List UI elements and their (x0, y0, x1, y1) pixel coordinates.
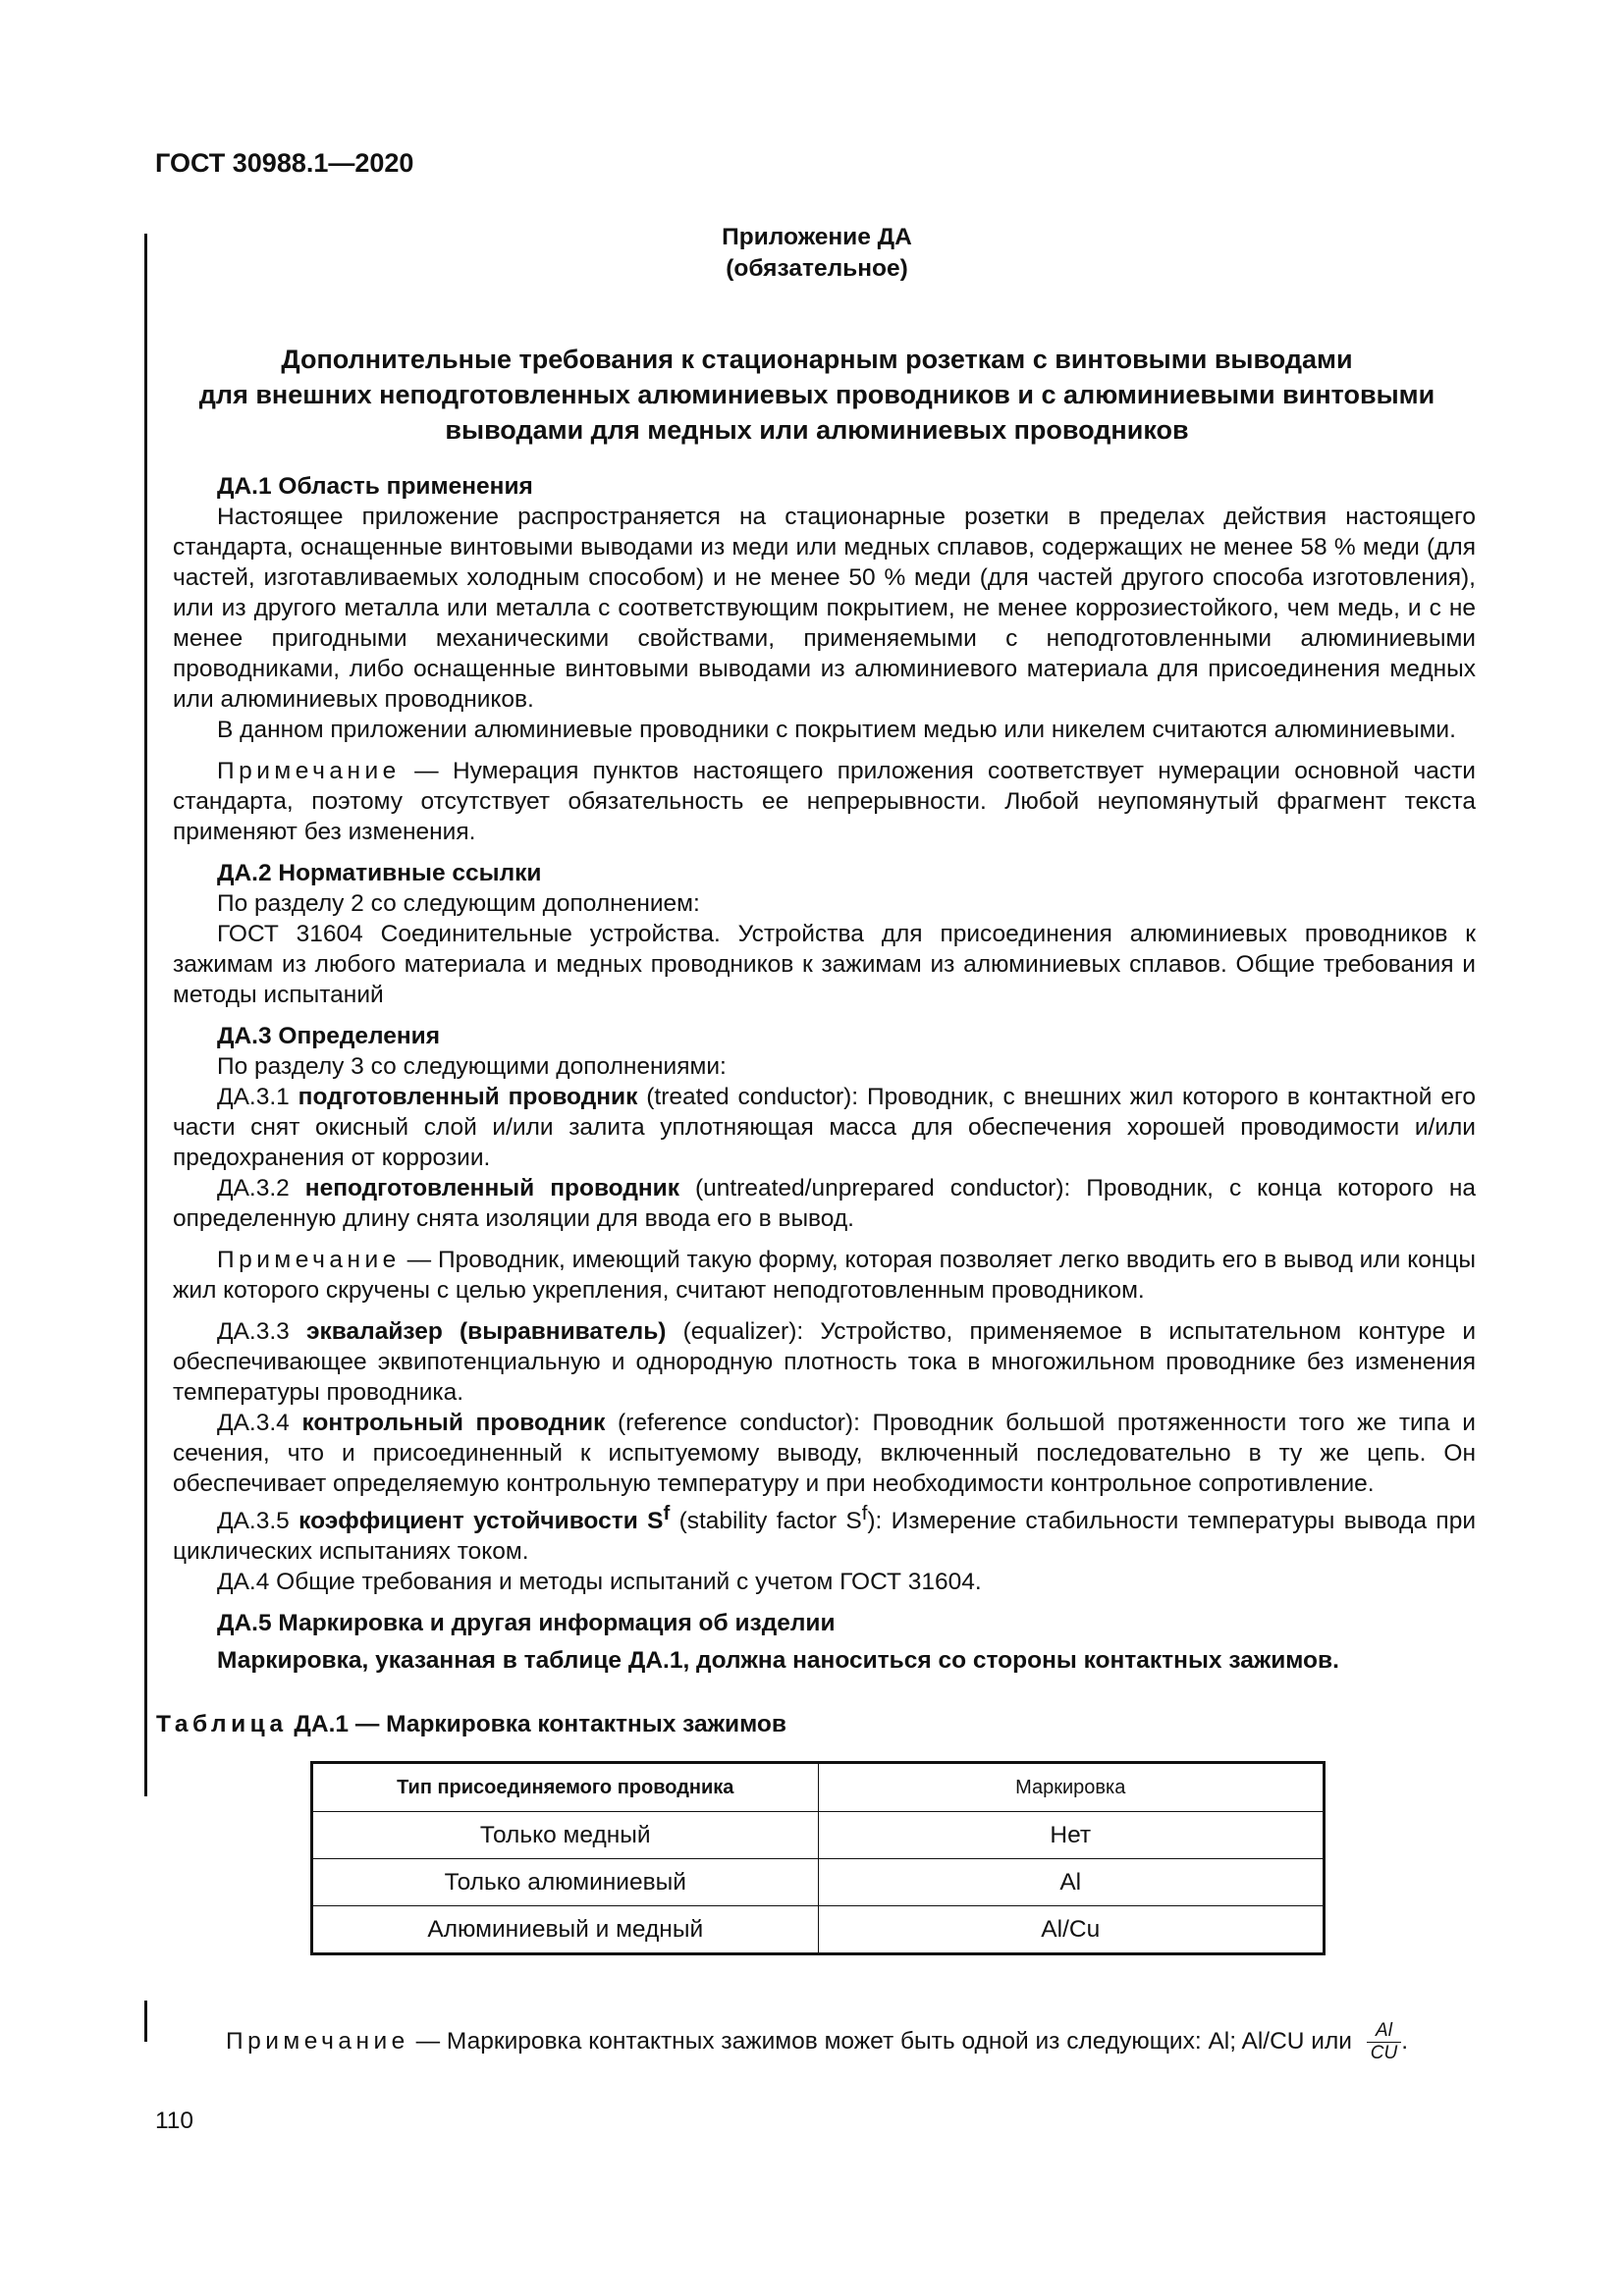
def-text: (reference conductor): Проводник большой протяженности того же типа и сечения, что и присоединенный к испытуемому выводу, включенный последовательно в ту же цепь. Он обеспечивает определяемую контрольную температуру и при необходимости контрольное сопротивление. (173, 1410, 1476, 1497)
main-title-line: Дополнительные требования к стационарным розеткам с винтовыми выводами (281, 345, 1353, 374)
annex-title: Приложение ДА (722, 224, 912, 250)
paragraph: В данном приложении алюминиевые проводники с покрытием медью или никелем считаются алюминиевыми. (217, 717, 1456, 743)
paragraph: По разделу 3 со следующими дополнениями: (217, 1053, 727, 1080)
def-text: (untreated/unprepared conductor): Проводник, с конца которого на определенную длину снята изоляции для ввода его в вывод. (173, 1175, 1476, 1232)
final-note (226, 2020, 1408, 2064)
def-term: эквалайзер (выравниватель) (305, 1318, 667, 1345)
page-number: 110 (155, 2108, 194, 2134)
annex-status: (обязательное) (726, 255, 908, 282)
paragraph-bold: Маркировка, указанная в таблице ДА.1, должна наноситься со стороны контактных зажимов. (217, 1647, 1339, 1675)
definition (173, 1316, 1476, 1408)
table-row (312, 1906, 1325, 1954)
def-text: (stability factor S (670, 1508, 862, 1535)
section-heading-da2: ДА.2 Нормативные ссылки (217, 860, 542, 886)
def-number: ДА.3.1 (217, 1084, 298, 1110)
table-cell: Алюминиевый и медный (312, 1906, 819, 1954)
def-number: ДА.3.3 (217, 1318, 306, 1345)
fraction-denominator: CU (1370, 2043, 1398, 2063)
note-label: Примечание (217, 1247, 401, 1273)
note (173, 1245, 1476, 1306)
main-title-line: для внешних неподготовленных алюминиевых проводников и с алюминиевыми винтовыми (198, 380, 1435, 409)
main-title (158, 342, 1476, 448)
table-row (312, 1812, 1325, 1859)
table-caption (156, 1709, 1476, 1739)
def-number: ДА.3.5 (217, 1508, 299, 1535)
definition (173, 1082, 1476, 1173)
note (173, 756, 1476, 847)
note-text: — Маркировка контактных зажимов может быть одной из следующих: Al; Al/CU или (408, 2027, 1359, 2055)
main-content (156, 222, 1477, 1955)
section-heading-da3: ДА.3 Определения (217, 1023, 441, 1049)
table-cell: Нет (818, 1812, 1325, 1859)
def-text: ): Измерение стабильности температуры вывода при циклических испытаниях током. (173, 1508, 1476, 1566)
note-label: Примечание (217, 758, 401, 784)
table-header-row (312, 1763, 1325, 1812)
paragraph: Настоящее приложение распространяется на стационарные розетки в пределах действия настоящего стандарта, оснащенные винтовыми выводами из меди или медных сплавов, содержащих не менее 58 % меди (для частей, изготавливаемых холодным способом) и не менее 50 % меди (для частей другого способа изготовления), или из другого металла или металла с соответствующим покрытием, не менее коррозиестойкого, чем медь, и с не менее пригодными механическими свойствами, применяемыми с неподготовленными алюминиевыми проводниками, либо оснащенные винтовыми выводами из алюминиевого материала для присоединения медных или алюминиевых проводников. (173, 504, 1476, 713)
change-bar (144, 234, 147, 1796)
def-term-text: коэффициент устойчивости S (298, 1508, 664, 1535)
section-heading-da5: ДА.5 Маркировка и другая информация об изделии (217, 1610, 836, 1637)
definition (173, 1499, 1476, 1567)
table-header-cell: Тип присоединяемого проводника (312, 1763, 819, 1812)
table-row (312, 1859, 1325, 1906)
note-label: Примечание (226, 2027, 409, 2055)
def-term: контрольный проводник (301, 1410, 606, 1436)
change-bar-lower (144, 2001, 147, 2042)
superscript: f (663, 1503, 671, 1524)
document-code: ГОСТ 30988.1—2020 (155, 148, 414, 178)
definition (173, 1408, 1476, 1499)
paragraph: ГОСТ 31604 Соединительные устройства. Устройства для присоединения алюминиевых проводников к зажимам из любого материала и медных проводников к зажимам из алюминиевых сплавов. Общие требования и методы испытаний (173, 921, 1476, 1008)
fraction (1367, 2020, 1401, 2064)
note-text: — Нумерация пунктов настоящего приложения соответствует нумерации основной части стандарта, поэтому отсутствует обязательность ее непрерывности. Любой неупомянутый фрагмент текста применяют без изменения. (173, 758, 1476, 845)
table-caption-text: ДА.1 — Маркировка контактных зажимов (287, 1711, 786, 1738)
paragraph: По разделу 2 со следующим дополнением: (217, 890, 700, 917)
note-end: . (1401, 2027, 1409, 2055)
table-header-cell: Маркировка (818, 1763, 1325, 1812)
superscript: f (861, 1503, 868, 1524)
def-text: (equalizer): Устройство, применяемое в испытательном контуре и обеспечивающее эквипотенциальную и однородную плотность тока в многожильном проводнике без изменения температуры проводника. (173, 1318, 1477, 1406)
table-cell: Al (818, 1859, 1325, 1906)
def-term: неподготовленный проводник (304, 1175, 679, 1201)
paragraph-da4: ДА.4 Общие требования и методы испытаний с учетом ГОСТ 31604. (217, 1569, 982, 1596)
table-caption-label: Таблица (156, 1711, 288, 1738)
def-number: ДА.3.2 (217, 1175, 305, 1201)
section-heading-da1: ДА.1 Область применения (217, 473, 533, 500)
def-text: (treated conductor): Проводник, с внешних жил которого в контактной его части снят окисный слой и/или залита уплотняющая масса для обеспечения хорошей проводимости и/или предохранения от коррозии. (173, 1084, 1476, 1171)
def-term (298, 1503, 671, 1535)
marking-table (310, 1761, 1326, 1955)
fraction-numerator: Al (1367, 2020, 1401, 2043)
table-cell: Al/Cu (818, 1906, 1325, 1954)
def-term: подготовленный проводник (298, 1084, 638, 1110)
table-cell: Только алюминиевый (312, 1859, 819, 1906)
def-number: ДА.3.4 (217, 1410, 302, 1436)
note-text: — Проводник, имеющий такую форму, которая позволяет легко вводить его в вывод или концы жил которого скручены с целью укрепления, считают неподготовленным проводником. (173, 1247, 1476, 1304)
definition (173, 1173, 1476, 1234)
table-cell: Только медный (312, 1812, 819, 1859)
main-title-line: выводами для медных или алюминиевых проводников (445, 415, 1189, 445)
